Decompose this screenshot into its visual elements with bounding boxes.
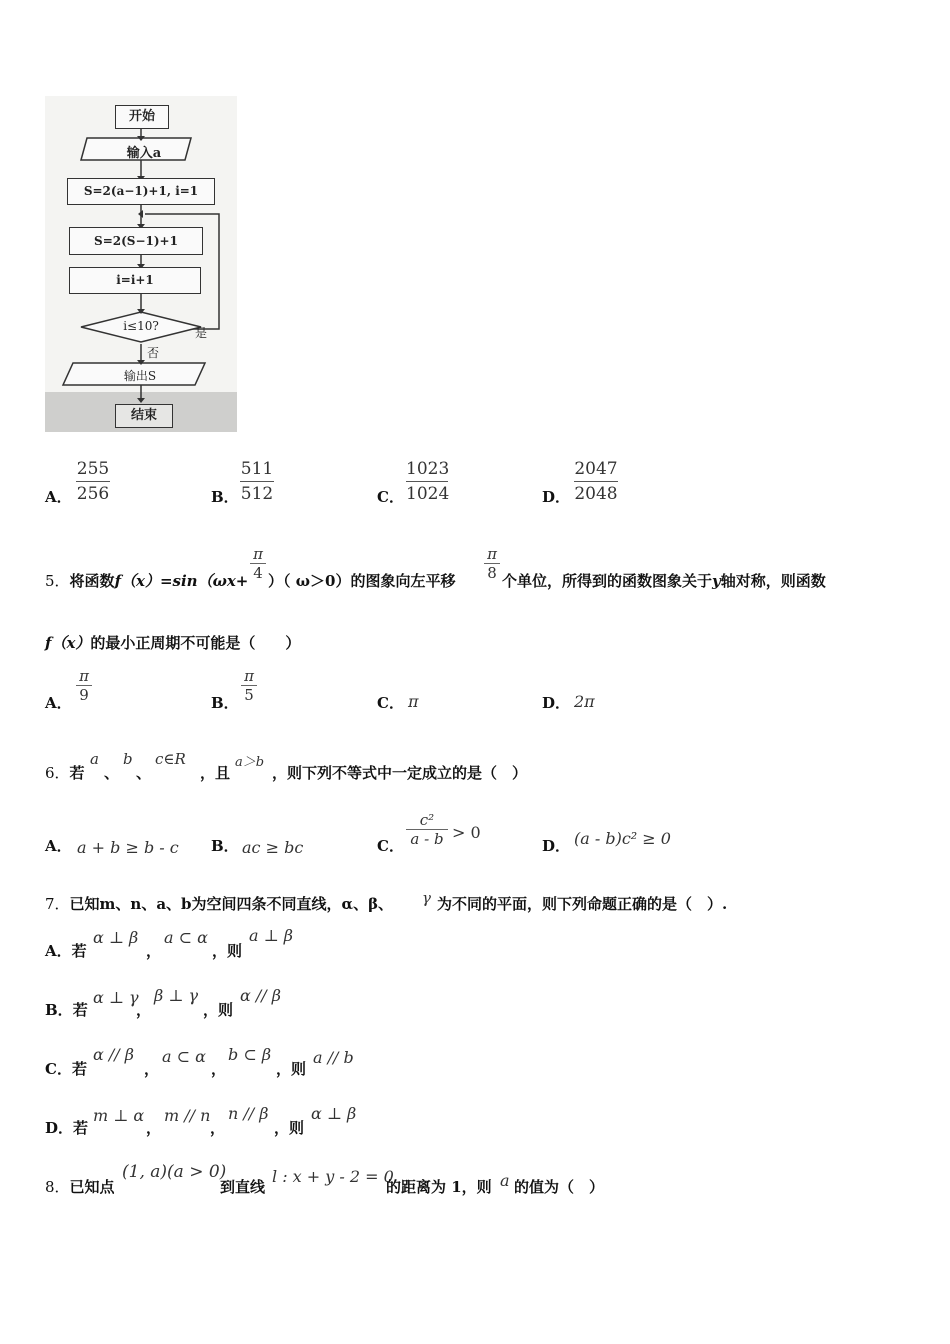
q5-line2 [45, 632, 300, 653]
q5-option-a-num: π [79, 667, 89, 685]
q4-option-d-num: 2047 [574, 459, 618, 479]
q6-option-a-letter: A． [45, 837, 72, 855]
q5-text3: 个单位，所得到的函数图象关于 [502, 572, 713, 590]
q7-option-c-c3: b ⊂ β [228, 1045, 272, 1064]
q6-a: a [90, 750, 99, 768]
q7-option-c-comma1: ， [144, 1060, 160, 1078]
q6-intro [45, 762, 85, 783]
q8-t2: 到直线 [220, 1178, 266, 1196]
q7-option-a-ruo: 若 [71, 942, 87, 960]
q4-option-b-fraction [240, 459, 274, 504]
q5-text1: 将函数 [69, 572, 115, 590]
q7-option-a-res: a ⊥ β [249, 926, 294, 945]
q6-option-b-letter: B． [211, 837, 239, 855]
q7-option-c-c1: α // β [93, 1045, 135, 1064]
q5-number: 5． [45, 572, 70, 590]
flowchart-no: 否 [147, 346, 160, 360]
q7-option-c-res: a // b [313, 1048, 354, 1067]
q7-option-c-letter: C． [45, 1060, 72, 1078]
q4-option-a-letter: A． [45, 488, 72, 506]
flowchart-update-s: S=2(S−1)+1 [69, 227, 203, 255]
q7-option-c-ruo: 若 [71, 1060, 87, 1078]
q5-pi-num-2: π [487, 545, 497, 563]
q7-number: 7． [45, 895, 70, 913]
q7-text: 已知m、n、a、b为空间四条不同直线，α、β、 [69, 895, 394, 913]
q5-line1-start [45, 570, 248, 591]
q5-option-a-fraction [76, 668, 92, 703]
q7-option-b-letter: B． [45, 1001, 73, 1019]
flowchart-yes: 是 [195, 326, 208, 340]
q6-b: b [123, 750, 133, 768]
q6-c-in-r: c∈R [155, 750, 186, 768]
flowchart-condition: i≤10? [123, 319, 159, 333]
flowchart-output: 输出S [123, 369, 157, 383]
q6-option-c-tail: > 0 [452, 823, 481, 842]
q4-option-a-num: 255 [76, 459, 110, 479]
q8-point: (1, a)(a > 0) [122, 1162, 227, 1182]
q4-option-d-den: 2048 [574, 484, 618, 504]
q7-option-d-comma1: ， [146, 1119, 162, 1137]
q6-sep-1: 、 [104, 764, 120, 782]
q4-option-d-letter: D． [542, 488, 571, 506]
q7-option-a-ze: ，则 [212, 942, 243, 960]
flowchart-update-i: i=i+1 [69, 267, 201, 294]
q7-option-a-letter: A． [45, 942, 72, 960]
q4-option-b-den: 512 [240, 484, 274, 504]
q7-option-b-ruo: 若 [72, 1001, 88, 1019]
q5-option-c-letter: C． [377, 694, 404, 712]
q7-option-d-c3: n // β [228, 1104, 269, 1123]
q6-option-c-den: a - b [410, 830, 444, 848]
q4-option-c-letter: C． [377, 488, 404, 506]
q7-gamma: γ [422, 889, 431, 907]
q6-option-c-letter: C． [377, 837, 404, 855]
q6-option-c-fraction [406, 812, 448, 847]
q7-option-d-res: α ⊥ β [311, 1104, 357, 1123]
flowchart-start: 开始 [115, 105, 169, 129]
q5-option-b-den: 5 [244, 686, 254, 704]
q5-text4: 轴对称，则函数 [720, 572, 826, 590]
q5-pi-over-4 [250, 546, 266, 581]
q5-option-d-value: 2π [574, 692, 595, 711]
q6-number: 6． [45, 764, 70, 782]
q7-option-d-c2: m // n [164, 1106, 211, 1125]
q4-option-c-num: 1023 [406, 459, 450, 479]
q6-option-a-value: a + b ≥ b - c [77, 838, 179, 857]
q7-option-d-c1: m ⊥ α [93, 1106, 145, 1125]
q7-option-c-comma2: ， [211, 1060, 227, 1078]
q7-option-b-ze: ，则 [203, 1001, 234, 1019]
q7-option-a-c1: α ⊥ β [93, 928, 139, 947]
q5-option-a-letter: A． [45, 694, 72, 712]
q7-option-d-ze: ，则 [274, 1119, 305, 1137]
q4-option-c-fraction [406, 459, 448, 504]
q5-option-b-num: π [244, 667, 254, 685]
q5-pi-num: π [253, 545, 263, 563]
flowchart-end: 结束 [115, 404, 173, 428]
q7-option-b-c2: β ⊥ γ [154, 986, 199, 1005]
q6-option-b-value: ac ≥ bc [242, 838, 304, 857]
q7-option-a-comma: ， [146, 942, 162, 960]
q8-line: l : x + y - 2 = 0 [272, 1167, 394, 1186]
q7-option-b-res: α // β [240, 986, 282, 1005]
q8-t1: 已知点 [69, 1178, 115, 1196]
q5-function: f（x）=sin（ωx+ [114, 572, 249, 590]
q6-option-d-letter: D． [542, 837, 571, 855]
q4-option-d-fraction [574, 459, 618, 504]
q5-option-b-fraction [241, 668, 257, 703]
q6-rest: ，则下列不等式中一定成立的是（ ） [272, 764, 528, 782]
q6-option-c-num: c² [419, 811, 435, 829]
q5-option-b-letter: B． [211, 694, 239, 712]
q7-option-c-c2: a ⊂ α [162, 1047, 206, 1066]
q7-option-a-c2: a ⊂ α [164, 928, 208, 947]
q4-option-a-den: 256 [76, 484, 110, 504]
q5-line1-end [502, 570, 826, 591]
q8-t3: 的距离为 1，则 [386, 1178, 492, 1196]
q8-intro [45, 1176, 115, 1197]
q7-option-a-head [45, 940, 87, 961]
q6-option-d-value: (a - b)c² ≥ 0 [574, 829, 671, 848]
q7-option-d-letter: D． [45, 1119, 74, 1137]
q7-option-b-comma: ， [136, 1001, 152, 1019]
q7-text2: 为不同的平面，则下列命题正确的是（ ）. [437, 895, 728, 913]
q7-stem [45, 893, 393, 914]
q5-option-d-letter: D． [542, 694, 571, 712]
q4-option-c-den: 1024 [406, 484, 450, 504]
q4-option-a-fraction [76, 459, 110, 504]
q5-eight: 8 [487, 564, 497, 582]
q7-option-d-ruo: 若 [73, 1119, 89, 1137]
q6-qie: ，且 [200, 764, 231, 782]
q5-option-c-value: π [408, 692, 419, 711]
q6-a-gt-b: a＞b [235, 755, 265, 770]
q5-option-a-den: 9 [79, 686, 89, 704]
q7-option-b-head [45, 999, 88, 1020]
q7-option-c-head [45, 1058, 87, 1079]
q5-y: y [712, 572, 721, 590]
q7-option-d-head [45, 1117, 88, 1138]
q5-pi-over-8 [484, 546, 500, 581]
q8-a: a [500, 1171, 510, 1190]
q7-option-d-comma2: ， [210, 1119, 226, 1137]
q5-line2-f: f（x） [45, 634, 91, 652]
q8-number: 8． [45, 1178, 70, 1196]
q6-ruo: 若 [69, 764, 85, 782]
q5-four: 4 [253, 564, 263, 582]
q7-option-b-c1: α ⊥ γ [93, 988, 139, 1007]
flowchart-init: S=2(a−1)+1, i=1 [67, 178, 215, 205]
q7-option-c-ze: ，则 [276, 1060, 307, 1078]
q5-text2: ）（ ω＞0）的图象向左平移 [268, 572, 456, 590]
flowchart-input: 输入a [126, 146, 162, 161]
q5-line2-text: 的最小正周期不可能是（ ） [90, 634, 301, 652]
q4-option-b-num: 511 [240, 459, 274, 479]
q6-sep-2: 、 [136, 764, 152, 782]
flowchart-figure [45, 96, 237, 432]
q4-option-b-letter: B． [211, 488, 239, 506]
q8-t4: 的值为（ ） [514, 1178, 605, 1196]
